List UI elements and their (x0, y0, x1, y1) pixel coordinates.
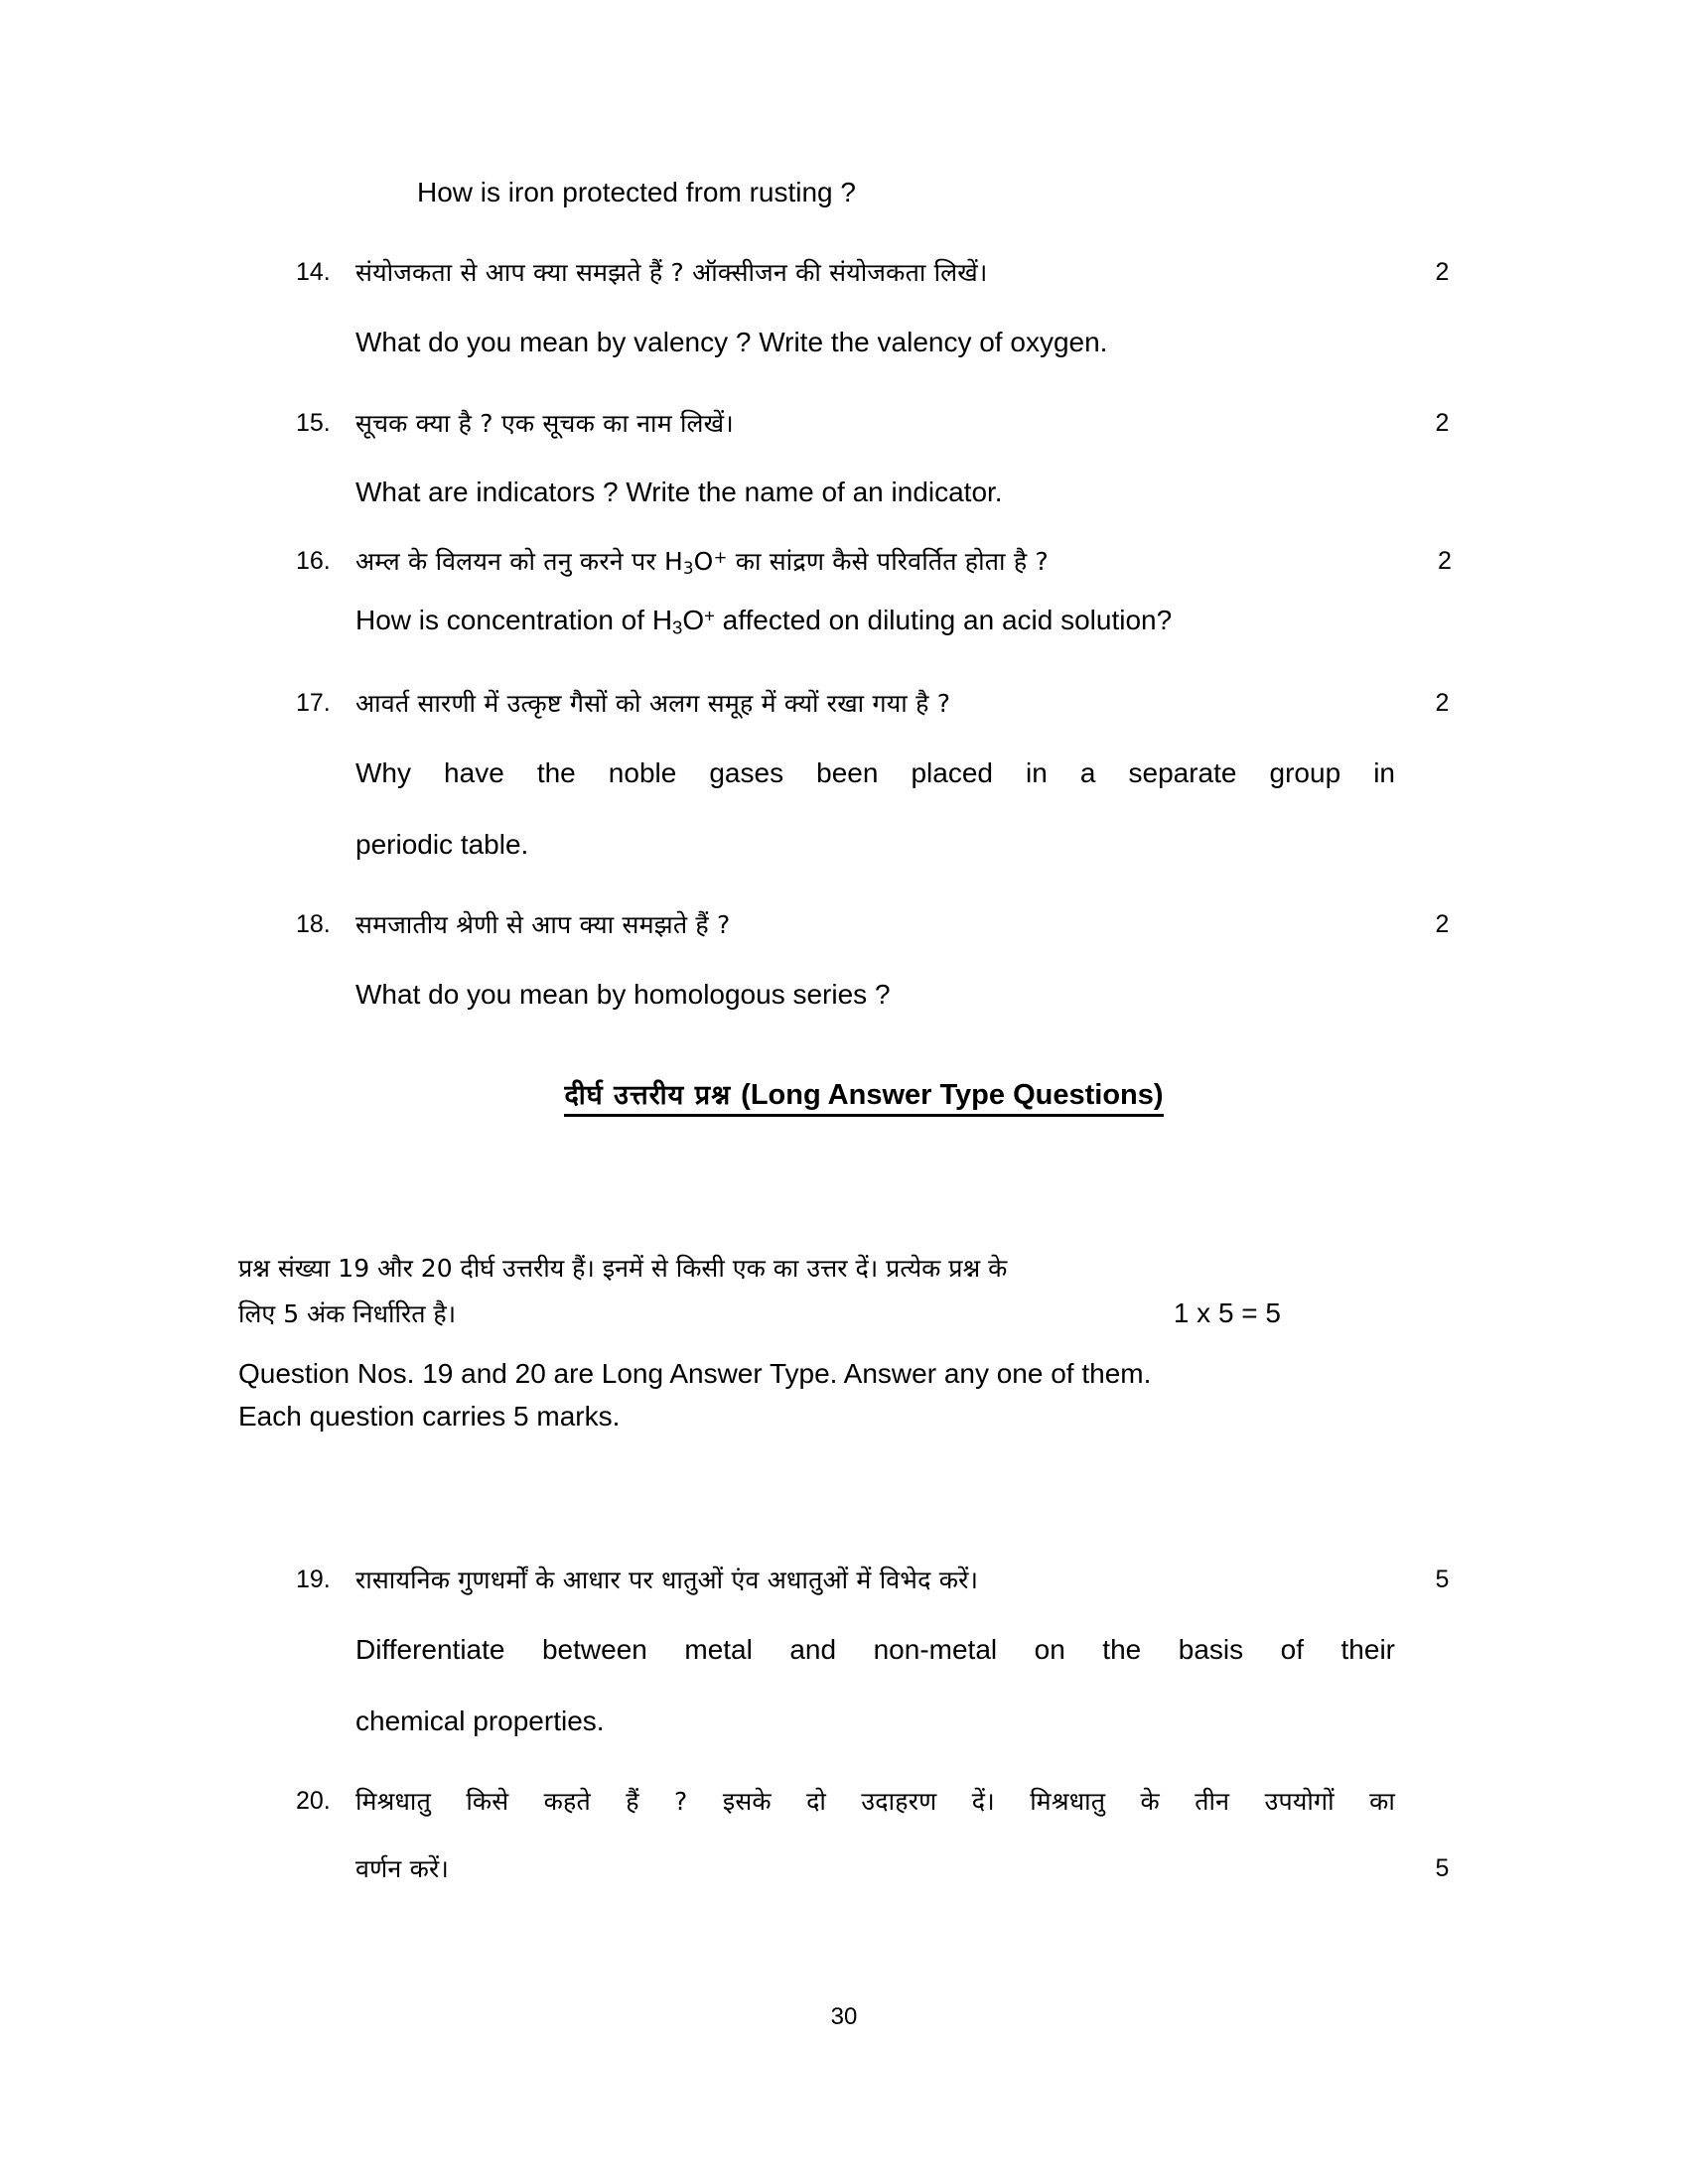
question-15-marks: 2 (1435, 408, 1450, 437)
questions-container (238, 256, 1489, 1117)
question-body-19-english (355, 1631, 1395, 1740)
instruction-hindi-line1: प्रश्न संख्या 19 और 20 दीर्घ उत्तरीय हैं। इनमें से किसी एक का उत्तर दें। प्रत्येक प्रश्न के (238, 1254, 1008, 1283)
question-row-18 (238, 908, 1489, 942)
question-row-14 (238, 256, 1489, 290)
q16-english-post: affected on diluting an acid solution? (714, 605, 1173, 636)
spacer (238, 1014, 1489, 1075)
question-row-16-english (238, 602, 1489, 641)
section-heading-english: (Long Answer Type Questions) (741, 1078, 1164, 1111)
q16-english-pre: How is concentration of (355, 605, 652, 636)
question-14-english: What do you mean by valency ? Write the valency of oxygen. (355, 326, 1108, 357)
question-row-17 (238, 687, 1489, 721)
spacer (238, 580, 1489, 602)
question-17-hindi: आवर्त सारणी में उत्कृष्ट गैसों को अलग समूह में क्यों रखा गया है ? (355, 689, 951, 719)
question-number-18: 18. (296, 910, 331, 939)
question-body-14 (355, 256, 1395, 290)
spacer (238, 440, 1489, 474)
question-body-16-english (355, 602, 1430, 641)
question-row-19 (238, 1564, 1489, 1597)
question-number-17: 17. (296, 689, 331, 718)
question-body-15-english (355, 474, 1395, 511)
question-20-hindi-line1: मिश्रधातु किसे कहते हैं ? इसके दो उदाहरण दें। मिश्रधातु के तीन उपयोगों का (355, 1787, 1395, 1817)
spacer (238, 361, 1489, 407)
question-19-marks: 5 (1435, 1566, 1450, 1593)
question-row-17-english (238, 754, 1489, 864)
question-row-20-line2 (238, 1852, 1489, 1886)
question-body-16 (355, 545, 1430, 580)
question-row-18-english (238, 976, 1489, 1014)
instruction-english-line1: Question Nos. 19 and 20 are Long Answer Type. Answer any one of them. (238, 1357, 1152, 1389)
question-body-17 (355, 687, 1395, 721)
hydronium-ion-formula: $H_3O^+$ (663, 547, 728, 579)
long-answer-section-heading (238, 1075, 1489, 1117)
question-16-english (355, 602, 1430, 641)
previous-question-english-fragment: How is iron protected from rusting ? (417, 177, 856, 207)
question-20-hindi-line2: वर्णन करें। (355, 1854, 450, 1884)
spacer (238, 641, 1489, 687)
question-body-18 (355, 908, 1395, 942)
spacer (238, 942, 1489, 976)
question-17-english-line1: Why have the noble gases been placed in a separate group in (355, 756, 1395, 788)
spacer (238, 721, 1489, 754)
question-number-15: 15. (296, 408, 331, 437)
question-16-hindi (355, 545, 1430, 580)
continuation-line-block (417, 174, 1489, 211)
question-17-marks: 2 (1435, 689, 1450, 718)
hydronium-ion-formula: $H_3O^+$ (651, 605, 715, 639)
question-16-marks: 2 (1438, 547, 1452, 576)
instruction-english-line2: Each question carries 5 marks. (238, 1400, 621, 1432)
spacer (238, 1739, 1489, 1785)
long-questions-container (238, 1564, 1489, 1886)
question-17-english-line2: periodic table. (355, 828, 529, 860)
spacer (238, 1819, 1489, 1852)
spacer (238, 1338, 1494, 1352)
question-row-15 (238, 407, 1489, 441)
spacer (355, 792, 1395, 826)
question-body-20-line2 (355, 1852, 1395, 1886)
question-body-19 (355, 1564, 1395, 1597)
question-number-16: 16. (296, 547, 331, 576)
q16-hindi-post: का सांद्रण कैसे परिवर्तित होता है ? (727, 547, 1049, 577)
question-18-english: What do you mean by homologous series ? (355, 979, 891, 1011)
question-number-20: 20. (296, 1787, 331, 1816)
long-answer-instructions (238, 1246, 1494, 1437)
section-heading-hindi: दीर्घ उत्तरीय प्रश्न (564, 1079, 732, 1111)
question-body-15 (355, 407, 1395, 441)
instruction-hindi-line2: लिए 5 अंक निर्धारित है। (238, 1299, 457, 1329)
question-body-14-english (355, 324, 1395, 361)
question-row-20 (238, 1785, 1489, 1819)
question-row-14-english (238, 324, 1489, 361)
question-19-english-line1: Differentiate between metal and non-metal on the basis of their (355, 1633, 1395, 1665)
question-body-17-english (355, 754, 1395, 864)
instruction-hindi-line2-row (238, 1292, 1494, 1337)
question-19-hindi: रासायनिक गुणधर्मों के आधार पर धातुओं एंव अधातुओं में विभेद करें। (355, 1566, 979, 1594)
q16-hindi-pre: अम्ल के विलयन को तनु करने पर (355, 547, 664, 577)
page-number: 30 (830, 2003, 858, 2030)
question-body-20 (355, 1785, 1395, 1819)
question-14-marks: 2 (1435, 258, 1450, 286)
spacer (238, 290, 1489, 324)
question-18-hindi: समजातीय श्रेणी से आप क्या समझते हैं ? (355, 910, 731, 940)
question-19-english-line2: chemical properties. (355, 1705, 605, 1736)
spacer (238, 511, 1489, 545)
question-20-marks: 5 (1435, 1854, 1450, 1883)
question-row-19-english (238, 1631, 1489, 1740)
question-body-18-english (355, 976, 1395, 1014)
question-row-15-english (238, 474, 1489, 511)
question-14-hindi: संयोजकता से आप क्या समझते हैं ? ऑक्सीजन की संयोजकता लिखें। (355, 258, 988, 287)
question-row-16 (238, 545, 1489, 580)
spacer (238, 863, 1489, 908)
spacer (238, 1597, 1489, 1631)
question-number-14: 14. (296, 258, 331, 286)
question-number-19: 19. (296, 1566, 331, 1593)
question-15-hindi: सूचक क्या है ? एक सूचक का नाम लिखें। (355, 408, 734, 438)
marks-distribution-formula: 1 x 5 = 5 (1173, 1297, 1281, 1329)
spacer (355, 1669, 1395, 1703)
section-heading-underline (564, 1075, 1163, 1117)
question-18-marks: 2 (1435, 910, 1450, 939)
question-15-english: What are indicators ? Write the name of an indicator. (355, 477, 1003, 508)
